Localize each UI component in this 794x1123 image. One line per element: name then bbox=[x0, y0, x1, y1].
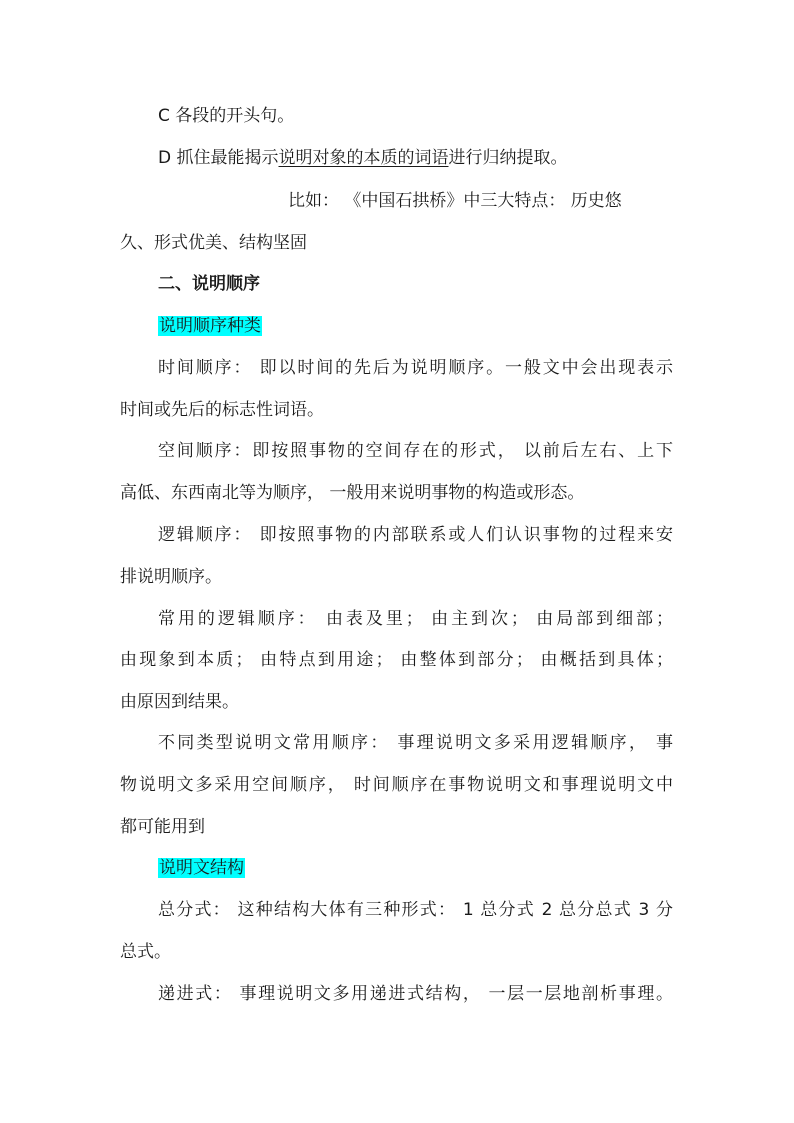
space-order-line-1: 空间顺序：即按照事物的空间存在的形式， 以前后左右、上下 bbox=[158, 441, 673, 461]
types-order-line-3: 都可能用到 bbox=[120, 817, 205, 837]
common-logic-line-2: 由现象到本质； 由特点到用途； 由整体到部分； 由概括到具体； bbox=[120, 650, 673, 670]
highlighted-label: 说明顺序种类 bbox=[159, 316, 261, 336]
common-logic-line-1: 常用的逻辑顺序： 由表及里； 由主到次； 由局部到细部； bbox=[158, 609, 673, 629]
underlined-phrase: 说明对象的本质的词语 bbox=[278, 148, 449, 168]
time-order-line-1: 时间顺序： 即以时间的先后为说明顺序。一般文中会出现表示 bbox=[158, 358, 673, 378]
highlight-structure bbox=[158, 856, 245, 880]
common-logic-line-3: 由原因到结果。 bbox=[120, 692, 239, 712]
highlighted-label: 说明文结构 bbox=[159, 858, 244, 878]
time-order-line-2: 时间或先后的标志性词语。 bbox=[120, 400, 324, 420]
example-line-1: 比如： 《中国石拱桥》中三大特点： 历史悠 bbox=[288, 191, 622, 211]
highlight-order-types bbox=[158, 314, 262, 338]
line-c-opening-sentence: C 各段的开头句。 bbox=[158, 106, 295, 126]
types-order-line-2: 物说明文多采用空间顺序， 时间顺序在事物说明文和事理说明文中 bbox=[120, 775, 673, 795]
line-d-text-a: D 抓住最能揭示 bbox=[158, 148, 279, 168]
space-order-line-2: 高低、东西南北等为顺序， 一般用来说明事物的构造或形态。 bbox=[120, 483, 585, 503]
line-d-text-b: 进行归纳提取。 bbox=[448, 148, 568, 168]
types-order-line-1: 不同类型说明文常用顺序： 事理说明文多采用逻辑顺序， 事 bbox=[158, 733, 673, 753]
example-line-2: 久、形式优美、结构坚固 bbox=[120, 233, 307, 253]
line-d-extract bbox=[158, 146, 568, 170]
general-structure-line-1: 总分式： 这种结构大体有三种形式： 1 总分式 2 总分总式 3 分 bbox=[158, 900, 673, 920]
section-heading: 二、说明顺序 bbox=[158, 274, 260, 294]
logic-order-line-2: 排说明顺序。 bbox=[120, 567, 222, 587]
general-structure-line-2: 总式。 bbox=[120, 942, 171, 962]
progressive-structure-line: 递进式： 事理说明文多用递进式结构， 一层一层地剖析事理。 bbox=[158, 984, 673, 1004]
logic-order-line-1: 逻辑顺序： 即按照事物的内部联系或人们认识事物的过程来安 bbox=[158, 525, 673, 545]
